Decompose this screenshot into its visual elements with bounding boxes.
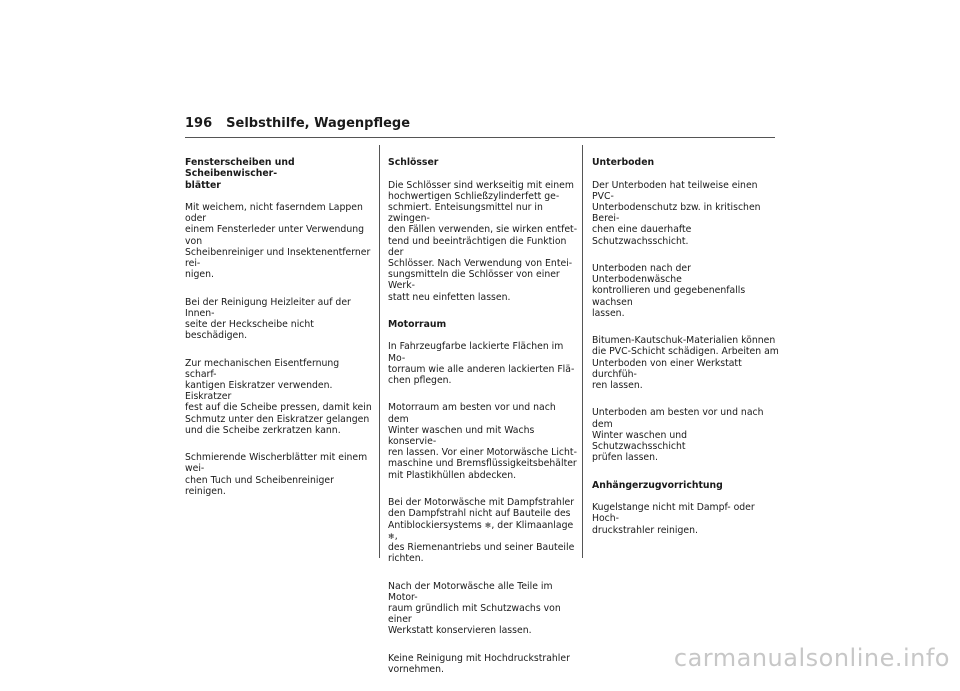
paragraph: Kugelstange nicht mit Dampf- oder Hoch- druckstrahler reinigen. bbox=[592, 502, 755, 536]
page-number: 196 bbox=[185, 116, 213, 131]
paragraph: Bei der Reinigung Heizleiter auf der Innen- seite der Heckscheibe nicht beschädigen. bbox=[185, 296, 351, 342]
paragraph: In Fahrzeugfarbe lackierte Flächen im Mo- torraum wie alle anderen lackierten Flä- chen pflegen. bbox=[388, 341, 575, 387]
paragraph: Die Schlösser sind werkseitig mit einem hochwertigen Schließzylinderfett ge- schmiert. Enteisungsmittel nur in zwingen- den Fällen verwenden, sie wirken entfet- tend und beeinträchtigen die Funktion der Schlösser. Nach Verwendung von Entei- sungsmitteln die Schlösser von einer Werk- statt neu einfetten lassen. bbox=[388, 179, 578, 303]
snowflake-icon: ❄ bbox=[484, 520, 492, 530]
page-header bbox=[185, 116, 410, 131]
paragraph: Unterboden nach der Unterbodenwäsche kontrollieren und gegebenenfalls wachsen lassen. bbox=[592, 263, 746, 319]
header-rule bbox=[185, 137, 775, 138]
heading-engine-compartment: Motorraum bbox=[388, 319, 447, 331]
paragraph: Der Unterboden hat teilweise einen PVC- Unterbodenschutz bzw. in kritischen Berei- chen eine dauerhafte Schutzwachsschicht. bbox=[592, 179, 761, 247]
paragraph: Bei der Motorwäsche mit Dampfstrahler den Dampfstrahl nicht auf Bauteile des Antiblockiersystems ❄, der Klimaanlage ❄, des Riemenantriebs und seiner Bauteile richten. bbox=[388, 497, 575, 565]
paragraph: Nach der Motorwäsche alle Teile im Motor- raum gründlich mit Schutzwachs von einer Werkstatt konservieren lassen. bbox=[388, 580, 561, 637]
watermark: carmanualsonline.info bbox=[673, 644, 950, 672]
paragraph: Bitumen-Kautschuk-Materialien können die PVC-Schicht schädigen. Arbeiten am Unterboden von einer Werkstatt durchfüh- ren lassen. bbox=[592, 335, 779, 392]
snowflake-icon: ❄ bbox=[388, 531, 395, 541]
heading-locks: Schlösser bbox=[388, 157, 439, 169]
heading-towing-device: Anhängerzugvorrichtung bbox=[592, 479, 723, 491]
column-2 bbox=[388, 146, 578, 691]
paragraph: Keine Reinigung mit Hochdruckstrahler vornehmen. bbox=[388, 652, 570, 675]
column-3 bbox=[592, 146, 782, 552]
paragraph: Schmierende Wischerblätter mit einem wei- chen Tuch und Scheibenreiniger reinigen. bbox=[185, 452, 368, 497]
column-1 bbox=[185, 146, 373, 513]
paragraph: Zur mechanischen Eisentfernung scharf- kantigen Eiskratzer verwenden. Eiskratzer fest auf die Scheibe pressen, damit kein Schmutz unter den Eiskratzer gelangen und die Scheibe zerkratzen kann. bbox=[185, 357, 372, 436]
heading-underbody: Unterboden bbox=[592, 157, 655, 169]
column-divider-1 bbox=[379, 145, 380, 558]
paragraph: Mit weichem, nicht faserndem Lappen oder einem Fensterleder unter Verwendung von Scheibenreiniger und Insektenentferner rei- nigen. bbox=[185, 202, 371, 281]
heading-windows-wipers: Fensterscheiben und Scheibenwischer- blätter bbox=[185, 157, 295, 191]
paragraph: Motorraum am besten vor und nach dem Winter waschen und mit Wachs konservie- ren lassen. Vor einer Motorwäsche Licht- maschine und Bremsflüssigkeitsbehälter mit Plastikhüllen abdecken. bbox=[388, 402, 577, 481]
section-title: Selbsthilfe, Wagenpflege bbox=[226, 116, 411, 131]
column-divider-2 bbox=[582, 145, 583, 558]
paragraph: Unterboden am besten vor und nach dem Winter waschen und Schutzwachsschicht prüfen lassen. bbox=[592, 407, 764, 464]
